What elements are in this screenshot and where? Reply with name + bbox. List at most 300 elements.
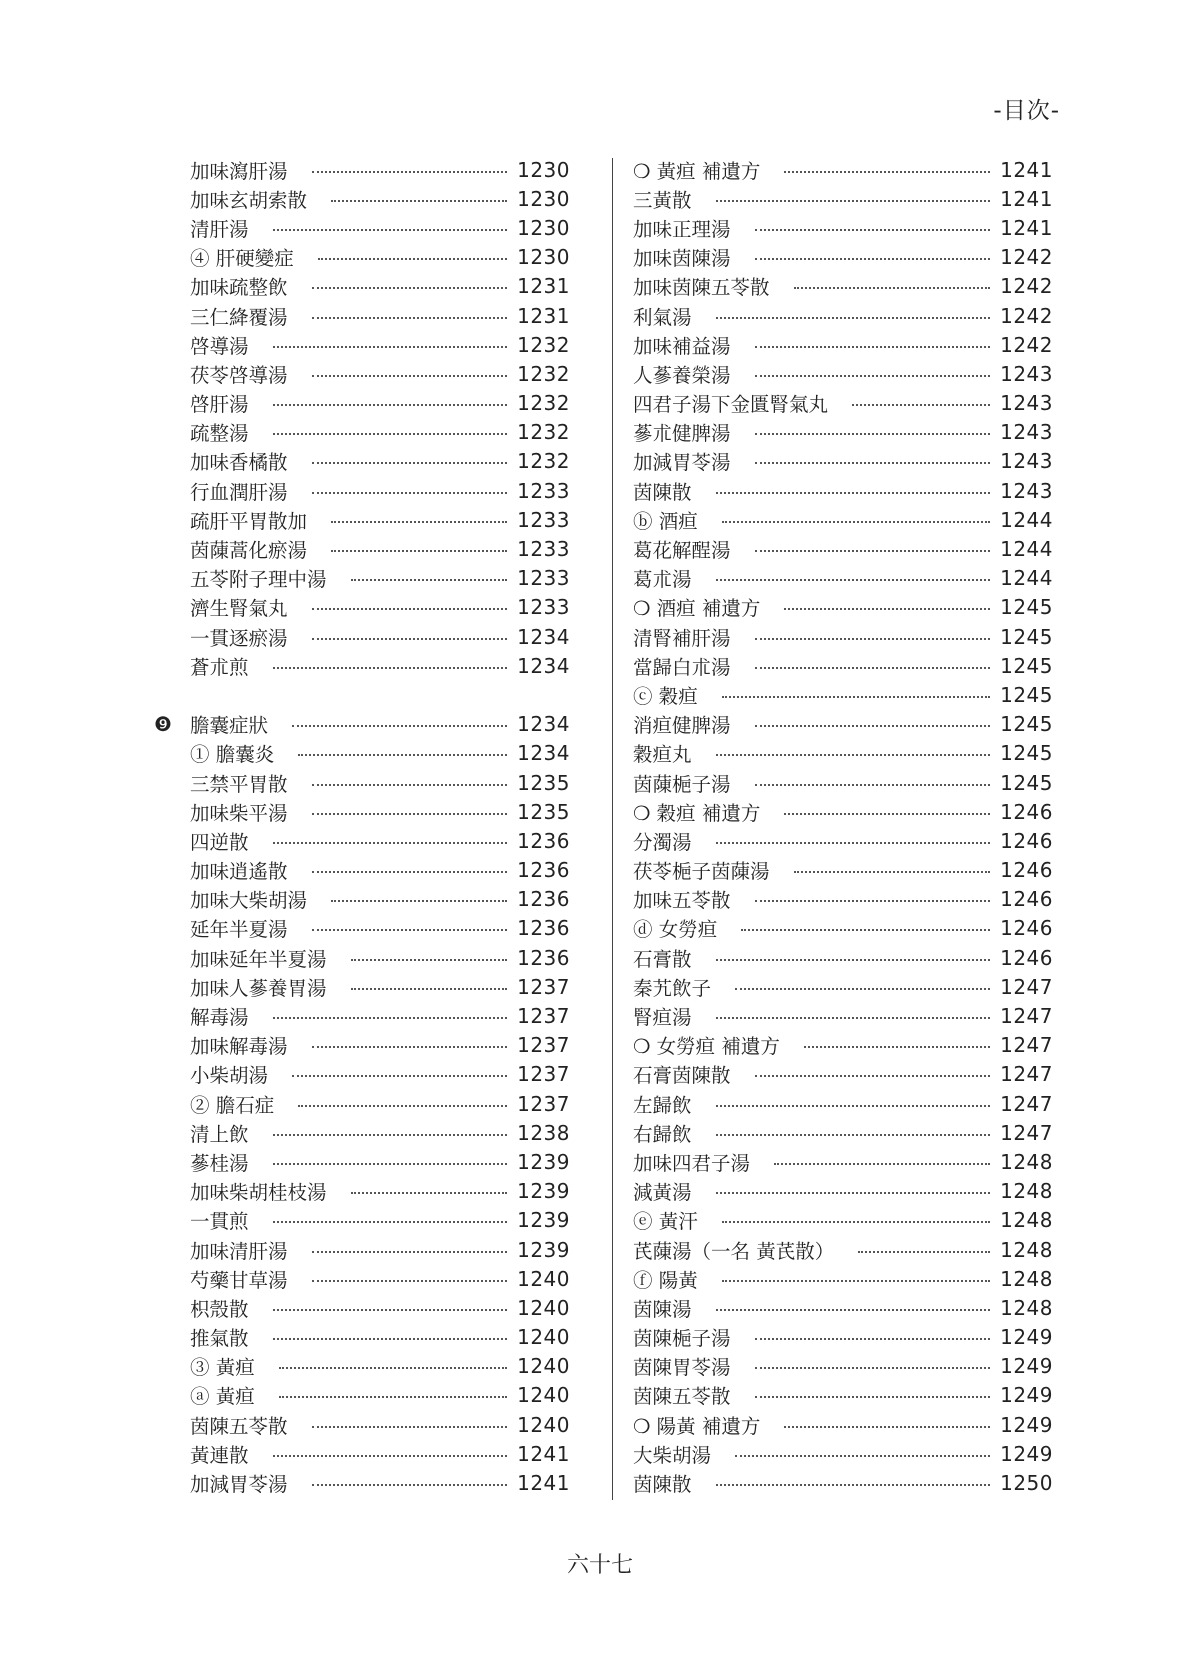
toc-entry-page: 1247 (1000, 1091, 1053, 1116)
toc-entry (150, 213, 570, 242)
toc-entry-page: 1237 (517, 1033, 570, 1058)
toc-entry-title: 加味逍遙散 (190, 860, 288, 884)
toc-entry (633, 1352, 1053, 1381)
toc-entry-page: 1246 (1000, 945, 1053, 970)
dot-leader (784, 608, 990, 610)
toc-entry-page: 1242 (1000, 274, 1053, 299)
toc-entry-page: 1240 (517, 1295, 570, 1320)
toc-entry (150, 1410, 570, 1439)
toc-entry (150, 272, 570, 301)
toc-entry-page: 1241 (1000, 186, 1053, 211)
toc-entry-page: 1249 (1000, 1441, 1053, 1466)
toc-entry-title: 濟生腎氣丸 (190, 597, 288, 621)
dot-leader (312, 608, 508, 610)
toc-entry (150, 418, 570, 447)
toc-entry (633, 972, 1053, 1001)
toc-entry-page: 1245 (1000, 624, 1053, 649)
toc-entry-title: ⓑ 酒疸 (633, 509, 698, 533)
dot-leader (312, 1046, 508, 1048)
toc-entry-title: 加味五苓散 (633, 889, 731, 913)
toc-entry (633, 184, 1053, 213)
toc-entry-page: 1238 (517, 1120, 570, 1145)
toc-entry-title: 茵蔯梔子湯 (633, 772, 731, 796)
toc-entry (633, 885, 1053, 914)
toc-entry-page: 1234 (517, 712, 570, 737)
toc-entry-page: 1232 (517, 449, 570, 474)
dot-leader (351, 988, 508, 990)
toc-entry-page: 1236 (517, 916, 570, 941)
toc-entry (633, 1001, 1053, 1030)
toc-entry-page: 1230 (517, 215, 570, 240)
toc-entry-title: ❍ 陽黃 補遺方 (633, 1414, 761, 1438)
toc-entry-title: 三仁絳覆湯 (190, 305, 288, 329)
toc-entry-title: 蒼朮煎 (190, 655, 249, 679)
toc-entry-title: 清腎補肝湯 (633, 626, 731, 650)
toc-entry-title: 加味延年半夏湯 (190, 947, 327, 971)
dot-leader (755, 900, 991, 902)
toc-entry (150, 622, 570, 651)
toc-entry (633, 1293, 1053, 1322)
toc-entry (150, 1177, 570, 1206)
toc-entry-page: 1239 (517, 1149, 570, 1174)
toc-entry-title: ❍ 穀疸 補遺方 (633, 801, 761, 825)
dot-leader (755, 667, 991, 669)
toc-entry (633, 1177, 1053, 1206)
dot-leader (716, 492, 991, 494)
toc-entry (633, 826, 1053, 855)
toc-entry (633, 1439, 1053, 1468)
toc-entry-page: 1233 (517, 566, 570, 591)
toc-entry (150, 1439, 570, 1468)
toc-entry-page: 1243 (1000, 361, 1053, 386)
toc-entry (150, 885, 570, 914)
toc-entry (633, 1410, 1053, 1439)
toc-entry-title: 四君子湯下金匱腎氣丸 (633, 393, 829, 417)
toc-entry-title: 加味茵陳湯 (633, 247, 731, 271)
dot-leader (784, 1426, 990, 1428)
toc-entry-page: 1230 (517, 157, 570, 182)
dot-leader (716, 317, 991, 319)
toc-entry (633, 914, 1053, 943)
toc-entry-page: 1243 (1000, 478, 1053, 503)
toc-entry (150, 243, 570, 272)
toc-entry-title: 四逆散 (190, 830, 249, 854)
toc-entry-title: ⓐ 黃疸 (190, 1385, 255, 1409)
toc-entry-title: 大柴胡湯 (633, 1443, 712, 1467)
dot-leader (741, 929, 990, 931)
toc-entry (150, 914, 570, 943)
toc-entry (150, 1352, 570, 1381)
dot-leader (716, 754, 991, 756)
toc-entry-page: 1236 (517, 828, 570, 853)
toc-entry-title: 解毒湯 (190, 1006, 249, 1030)
dot-leader (312, 1280, 508, 1282)
toc-entry-page: 1241 (1000, 157, 1053, 182)
dot-leader (273, 229, 508, 231)
dot-leader (716, 200, 991, 202)
dot-leader (298, 1105, 507, 1107)
dot-leader (716, 1484, 991, 1486)
toc-entry (633, 710, 1053, 739)
toc-entry (150, 184, 570, 213)
toc-column-left (150, 155, 570, 1498)
toc-entry-page: 1245 (1000, 741, 1053, 766)
toc-entry (633, 1381, 1053, 1410)
toc-entry-title: 蔘朮健脾湯 (633, 422, 731, 446)
dot-leader (318, 258, 507, 260)
dot-leader (784, 813, 990, 815)
toc-entry-title: 啓導湯 (190, 334, 249, 358)
dot-leader (722, 1221, 990, 1223)
toc-entry (150, 1031, 570, 1060)
toc-entry-page: 1247 (1000, 1004, 1053, 1029)
toc-entry-title: 加味補益湯 (633, 334, 731, 358)
toc-entry-title: 五苓附子理中湯 (190, 568, 327, 592)
toc-entry-page: 1245 (1000, 653, 1053, 678)
toc-entry-page: 1239 (517, 1237, 570, 1262)
toc-entry-page: 1246 (1000, 799, 1053, 824)
toc-entry-title: 茵蔯蒿化瘀湯 (190, 539, 308, 563)
dot-leader (312, 171, 508, 173)
toc-entry-title: 分濁湯 (633, 830, 692, 854)
toc-entry (633, 447, 1053, 476)
dot-leader (804, 1046, 990, 1048)
toc-entry (633, 1060, 1053, 1089)
toc-entry (633, 213, 1053, 242)
toc-entry-page: 1240 (517, 1354, 570, 1379)
dot-leader (755, 258, 991, 260)
toc-entry (633, 155, 1053, 184)
toc-entry-page: 1239 (517, 1208, 570, 1233)
dot-leader (273, 346, 508, 348)
toc-entry (633, 243, 1053, 272)
dot-leader (722, 1280, 990, 1282)
toc-entry (633, 1468, 1053, 1497)
toc-entry-page: 1249 (1000, 1383, 1053, 1408)
dot-leader (292, 1075, 507, 1077)
toc-entry-page: 1243 (1000, 449, 1053, 474)
toc-entry-title: ④ 肝硬變症 (190, 247, 294, 271)
toc-entry (150, 797, 570, 826)
toc-entry-title: 加味玄胡索散 (190, 188, 308, 212)
toc-entry (633, 476, 1053, 505)
dot-leader (852, 404, 990, 406)
toc-entry (633, 622, 1053, 651)
toc-entry-page: 1240 (517, 1325, 570, 1350)
dot-leader (716, 1192, 991, 1194)
dot-leader (716, 1134, 991, 1136)
toc-entry-page: 1236 (517, 945, 570, 970)
toc-entry-title: 加味人蔘養胃湯 (190, 976, 327, 1000)
toc-entry (633, 797, 1053, 826)
toc-entry (633, 739, 1053, 768)
toc-entry-title: 腎疸湯 (633, 1006, 692, 1030)
toc-entry-page: 1231 (517, 274, 570, 299)
toc-entry (150, 1264, 570, 1293)
toc-entry-title: 加味柴胡桂枝湯 (190, 1181, 327, 1205)
dot-leader (716, 842, 991, 844)
toc-entry-title: 加味疏整飲 (190, 276, 288, 300)
toc-entry-title: ❍ 黃疸 補遺方 (633, 159, 761, 183)
toc-entry-page: 1245 (1000, 712, 1053, 737)
toc-entry (150, 476, 570, 505)
toc-entry-page: 1237 (517, 974, 570, 999)
dot-leader (298, 754, 507, 756)
toc-entry-title: 加味正理湯 (633, 217, 731, 241)
dot-leader (735, 988, 990, 990)
dot-leader (312, 929, 508, 931)
toc-entry-title: 加減胃苓湯 (190, 1473, 288, 1497)
dot-leader (273, 1455, 508, 1457)
toc-entry (633, 1264, 1053, 1293)
toc-entry (150, 826, 570, 855)
dot-leader (279, 1396, 507, 1398)
toc-entry-page: 1232 (517, 391, 570, 416)
toc-entry-title: 加味清肝湯 (190, 1239, 288, 1263)
toc-entry (633, 593, 1053, 622)
toc-entry-title: 小柴胡湯 (190, 1064, 269, 1088)
toc-entry (633, 1206, 1053, 1235)
toc-entry-title: 芍藥甘草湯 (190, 1268, 288, 1292)
toc-entry (150, 1293, 570, 1322)
dot-leader (312, 871, 508, 873)
toc-entry (633, 651, 1053, 680)
toc-entry-page: 1239 (517, 1179, 570, 1204)
page-number: 六十七 (566, 1553, 633, 1578)
toc-entry (150, 593, 570, 622)
dot-leader (716, 959, 991, 961)
dot-leader (794, 871, 991, 873)
dot-leader (722, 521, 990, 523)
toc-entry-title: 葛朮湯 (633, 568, 692, 592)
toc-entry-title: 黃連散 (190, 1443, 249, 1467)
toc-entry-page: 1237 (517, 1062, 570, 1087)
toc-entry (150, 710, 570, 739)
toc-entry-page: 1249 (1000, 1412, 1053, 1437)
dot-leader (755, 1075, 991, 1077)
toc-entry-page: 1247 (1000, 1062, 1053, 1087)
dot-leader (331, 200, 507, 202)
toc-entry-title: 茵陳胃苓湯 (633, 1356, 731, 1380)
toc-entry-title: ① 膽囊炎 (190, 743, 275, 767)
toc-entry-page: 1248 (1000, 1237, 1053, 1262)
dot-leader (312, 813, 508, 815)
toc-entry-page: 1231 (517, 303, 570, 328)
toc-entry-title: 穀疸丸 (633, 743, 692, 767)
toc-entry-title: ❍ 女勞疸 補遺方 (633, 1035, 780, 1059)
toc-entry (633, 418, 1053, 447)
toc-entry-page: 1242 (1000, 332, 1053, 357)
toc-entry (633, 564, 1053, 593)
dot-leader (273, 433, 508, 435)
toc-entry-page: 1248 (1000, 1295, 1053, 1320)
dot-leader (716, 1017, 991, 1019)
dot-leader (858, 1251, 990, 1253)
dot-leader (755, 346, 991, 348)
toc-entry (633, 768, 1053, 797)
toc-entry (633, 389, 1053, 418)
dot-leader (735, 1455, 990, 1457)
toc-entry (150, 1001, 570, 1030)
dot-leader (784, 171, 990, 173)
dot-leader (312, 317, 508, 319)
toc-entry (150, 1089, 570, 1118)
toc-entry-title: 清上飲 (190, 1122, 249, 1146)
toc-entry-title: ⓕ 陽黃 (633, 1268, 698, 1292)
toc-entry (150, 564, 570, 593)
toc-entry (150, 534, 570, 563)
toc-entry-page: 1248 (1000, 1266, 1053, 1291)
toc-entry-page: 1245 (1000, 770, 1053, 795)
toc-entry-page: 1249 (1000, 1325, 1053, 1350)
toc-entry-page: 1233 (517, 507, 570, 532)
dot-leader (273, 842, 508, 844)
toc-entry-title: 蔘桂湯 (190, 1151, 249, 1175)
toc-entry-title: 加減胃苓湯 (633, 451, 731, 475)
toc-entry-page: 1241 (1000, 215, 1053, 240)
toc-entry-title: 加味香橘散 (190, 451, 288, 475)
toc-entry (633, 1235, 1053, 1264)
toc-entry (633, 680, 1053, 709)
toc-entry-title: ⓔ 黃汗 (633, 1210, 698, 1234)
toc-entry-title: 消疸健脾湯 (633, 714, 731, 738)
toc-entry-page: 1244 (1000, 537, 1053, 562)
dot-leader (755, 725, 991, 727)
toc-entry-title: 石膏散 (633, 947, 692, 971)
dot-leader (312, 375, 508, 377)
toc-entry-page: 1240 (517, 1412, 570, 1437)
dot-leader (794, 287, 991, 289)
toc-entry (633, 1323, 1053, 1352)
toc-entry-title: 石膏茵陳散 (633, 1064, 731, 1088)
toc-entry (633, 505, 1053, 534)
dot-leader (755, 550, 991, 552)
toc-entry-title: 一貫逐瘀湯 (190, 626, 288, 650)
toc-entry-page: 1244 (1000, 507, 1053, 532)
dot-leader (755, 1338, 991, 1340)
dot-leader (755, 229, 991, 231)
dot-leader (273, 1338, 508, 1340)
toc-entry-page: 1241 (517, 1471, 570, 1496)
dot-leader (774, 1163, 990, 1165)
toc-entry (633, 943, 1053, 972)
toc-entry (150, 389, 570, 418)
toc-entry-page: 1233 (517, 537, 570, 562)
dot-leader (716, 1105, 991, 1107)
toc-entry-page: 1245 (1000, 595, 1053, 620)
toc-entry (150, 1147, 570, 1176)
dot-leader (755, 784, 991, 786)
toc-entry-page: 1236 (517, 887, 570, 912)
dot-leader (273, 1017, 508, 1019)
toc-entry (150, 768, 570, 797)
toc-entry (150, 972, 570, 1001)
toc-entry-page: 1233 (517, 595, 570, 620)
dot-leader (312, 1426, 508, 1428)
toc-entry-page: 1232 (517, 420, 570, 445)
dot-leader (312, 492, 508, 494)
dot-leader (351, 959, 508, 961)
toc-entry (150, 651, 570, 680)
toc-entry-title: ③ 黃疸 (190, 1356, 255, 1380)
toc-entry (633, 1118, 1053, 1147)
dot-leader (279, 1367, 507, 1369)
toc-entry-title: 茵陳散 (633, 480, 692, 504)
dot-leader (351, 1192, 508, 1194)
dot-leader (273, 1309, 508, 1311)
toc-entry-page: 1246 (1000, 887, 1053, 912)
toc-entry-title: 芪蔯湯（一名 黃芪散） (633, 1239, 835, 1263)
toc-entry-page: 1246 (1000, 858, 1053, 883)
dot-leader (755, 1396, 991, 1398)
toc-entry-title: 右歸飲 (633, 1122, 692, 1146)
toc-entry-page: 1241 (517, 1441, 570, 1466)
toc-entry-page: 1248 (1000, 1149, 1053, 1174)
toc-entry (633, 856, 1053, 885)
toc-entry-page: 1242 (1000, 245, 1053, 270)
toc-entry-page: 1240 (517, 1383, 570, 1408)
toc-entry (150, 1060, 570, 1089)
toc-entry-page: 1237 (517, 1004, 570, 1029)
toc-entry-page: 1236 (517, 858, 570, 883)
toc-entry-title: 疏整湯 (190, 422, 249, 446)
toc-entry-title: 加味解毒湯 (190, 1035, 288, 1059)
toc-entry (150, 680, 570, 709)
toc-entry-page: 1242 (1000, 303, 1053, 328)
toc-entry-page: 1247 (1000, 1120, 1053, 1145)
dot-leader (273, 1221, 508, 1223)
toc-entry-page: 1243 (1000, 420, 1053, 445)
toc-entry (633, 301, 1053, 330)
toc-entry-title: 茵陳梔子湯 (633, 1327, 731, 1351)
toc-entry (150, 1468, 570, 1497)
toc-entry (150, 330, 570, 359)
dot-leader (755, 638, 991, 640)
toc-entry-title: 人蔘養榮湯 (633, 363, 731, 387)
dot-leader (331, 521, 507, 523)
toc-entry-page: 1230 (517, 245, 570, 270)
toc-entry-page: 1246 (1000, 916, 1053, 941)
toc-entry-page: 1244 (1000, 566, 1053, 591)
toc-entry-title: ⓓ 女勞疸 (633, 918, 718, 942)
toc-entry-title: 膽囊症狀 (190, 714, 269, 738)
toc-entry (150, 301, 570, 330)
toc-entry (633, 534, 1053, 563)
toc-entry-page: 1234 (517, 624, 570, 649)
toc-entry (633, 1147, 1053, 1176)
toc-entry-title: ⓒ 穀疸 (633, 684, 698, 708)
toc-entry-title: 茵陳五苓散 (633, 1385, 731, 1409)
toc-entry-page: 1232 (517, 332, 570, 357)
toc-entry-title: 當歸白朮湯 (633, 655, 731, 679)
toc-entry-page: 1249 (1000, 1354, 1053, 1379)
toc-entry-title: ❍ 酒疸 補遺方 (633, 597, 761, 621)
dot-leader (716, 1309, 991, 1311)
toc-entry (633, 359, 1053, 388)
toc-entry (150, 505, 570, 534)
toc-entry-title: ② 膽石症 (190, 1093, 275, 1117)
toc-entry-page: 1247 (1000, 974, 1053, 999)
toc-entry-title: 左歸飲 (633, 1093, 692, 1117)
toc-entry (633, 272, 1053, 301)
column-divider (612, 158, 613, 1500)
toc-entry (150, 739, 570, 768)
toc-entry-title: 加味瀉肝湯 (190, 159, 288, 183)
toc-entry-page: 1230 (517, 186, 570, 211)
toc-entry-page: 1235 (517, 799, 570, 824)
dot-leader (755, 462, 991, 464)
toc-entry (150, 1235, 570, 1264)
